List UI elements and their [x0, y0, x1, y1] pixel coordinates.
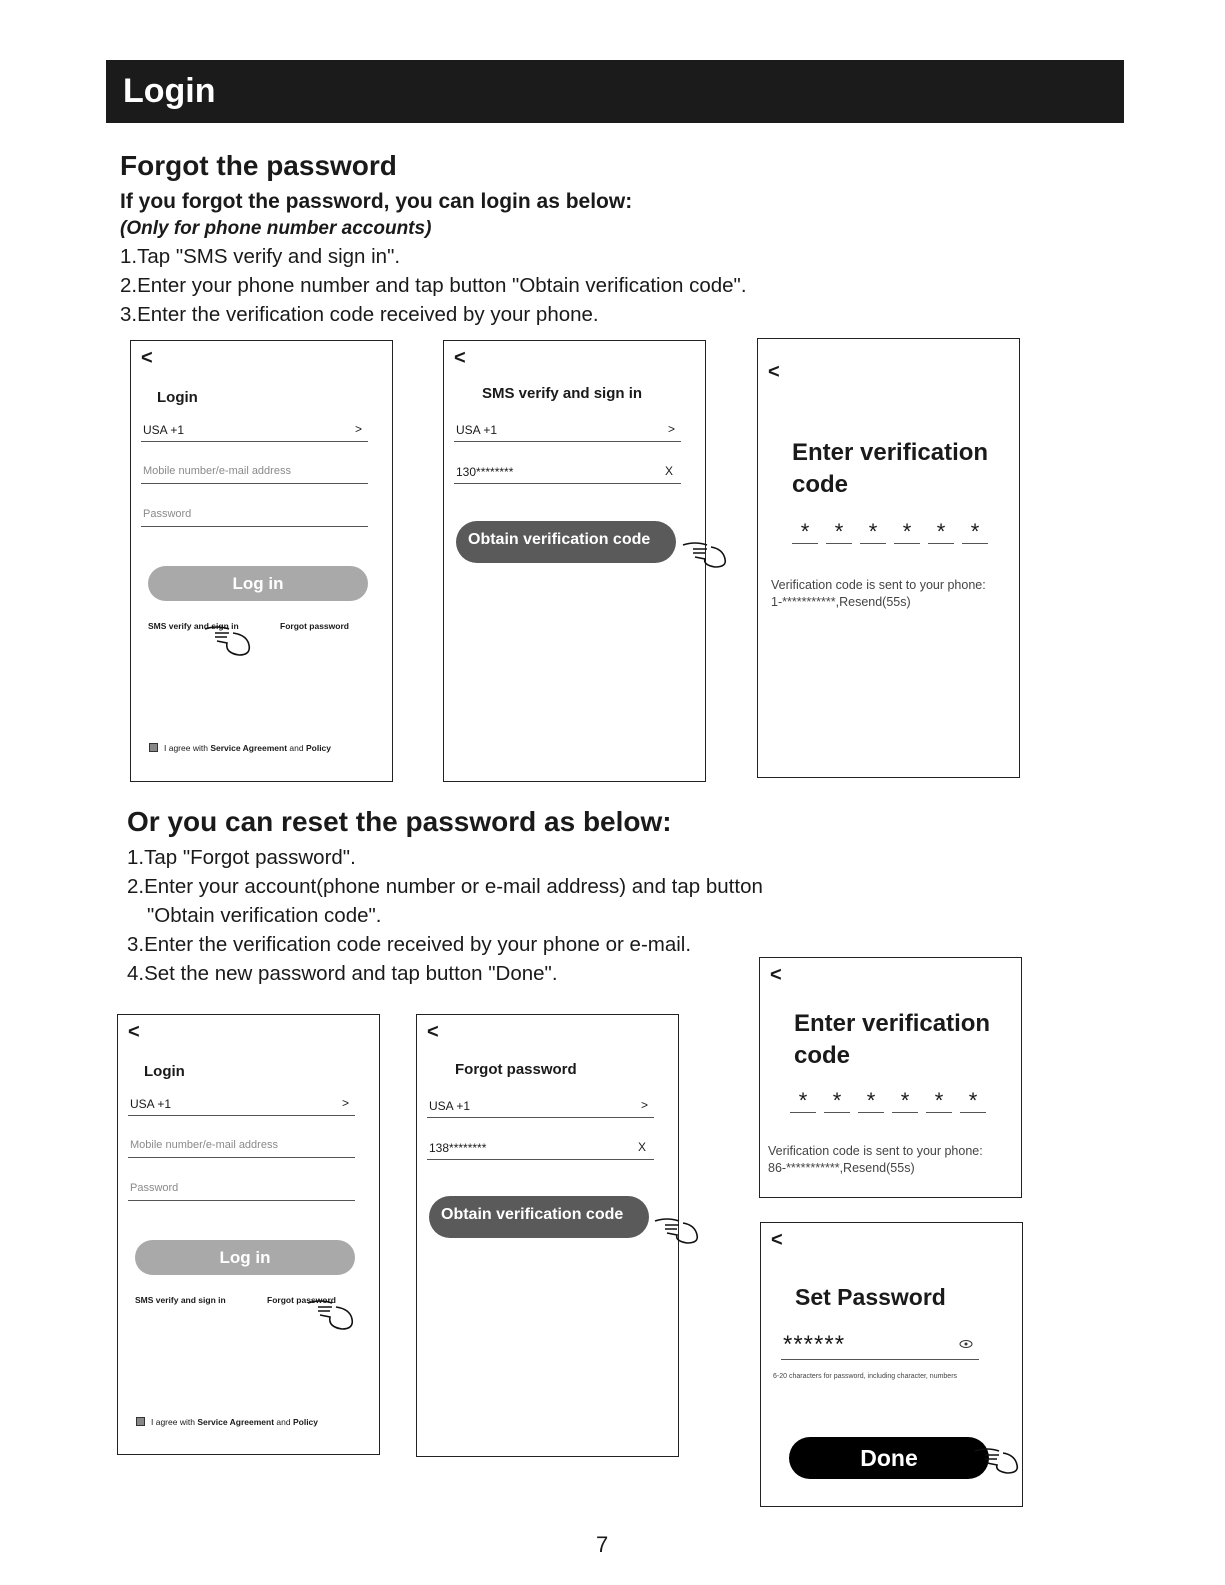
section1-heading: Forgot the password [120, 150, 397, 181]
account-placeholder: Mobile number/e-mail address [130, 1139, 278, 1151]
verification-screen-top [757, 338, 1020, 778]
section1-note: (Only for phone number accounts) [120, 218, 432, 239]
code-digit: * [860, 517, 886, 544]
service-agreement-link[interactable]: Service Agreement [197, 1417, 275, 1427]
pointing-hand-icon [306, 1297, 358, 1333]
code-digit: * [960, 1086, 986, 1113]
password-input[interactable] [141, 506, 368, 527]
account-input[interactable] [128, 1137, 355, 1158]
code-digit: * [926, 1086, 952, 1113]
back-arrow-icon[interactable]: < [770, 964, 782, 986]
password-value: ****** [783, 1331, 846, 1358]
section2-step-4: 4.Set the new password and tap button "Done". [127, 962, 558, 985]
section1-subheading: If you forgot the password, you can login as below: [120, 190, 633, 213]
code-input[interactable] [792, 517, 988, 544]
section2-step-3: 3.Enter the verification code received by your phone or e-mail. [127, 933, 692, 956]
section2-heading: Or you can reset the password as below: [127, 806, 672, 837]
password-placeholder: Password [143, 508, 192, 520]
verify-title [794, 1008, 990, 1072]
section2-step-2: 2.Enter your account(phone number or e-mail address) and tap button [127, 875, 763, 898]
country-value: USA +1 [143, 423, 185, 437]
code-digit: * [858, 1086, 884, 1113]
pointing-hand-icon [203, 623, 255, 659]
back-arrow-icon[interactable]: < [141, 347, 153, 369]
country-value: USA +1 [130, 1097, 172, 1111]
password-placeholder: Password [130, 1182, 179, 1194]
agree-checkbox[interactable] [149, 743, 158, 752]
chevron-right-icon: > [341, 1096, 349, 1110]
password-input[interactable] [128, 1180, 355, 1201]
clear-icon[interactable]: X [664, 464, 673, 478]
verify-info [768, 1143, 983, 1177]
country-field[interactable] [427, 1097, 654, 1118]
service-agreement-link[interactable]: Service Agreement [210, 743, 288, 753]
back-arrow-icon[interactable]: < [128, 1021, 140, 1043]
code-digit: * [790, 1086, 816, 1113]
country-field[interactable] [141, 421, 368, 442]
sms-verify-link[interactable]: SMS verify and sign in [135, 1295, 226, 1305]
and-text: and [276, 1417, 291, 1427]
code-input[interactable] [790, 1086, 986, 1113]
page-number: 7 [596, 1532, 609, 1557]
country-value: USA +1 [456, 423, 498, 437]
login-screen-bottom [117, 1014, 380, 1455]
clear-icon[interactable]: X [637, 1140, 646, 1154]
sms-verify-link[interactable]: SMS verify and sign in [148, 621, 239, 631]
section1-step-2: 2.Enter your phone number and tap button "Obtain verification code". [120, 274, 747, 297]
section2-step-1: 1.Tap "Forgot password". [127, 846, 356, 869]
policy-link[interactable]: Policy [305, 743, 332, 753]
login-title: Login [157, 389, 198, 406]
account-placeholder: Mobile number/e-mail address [143, 465, 291, 477]
code-digit: * [826, 517, 852, 544]
resend-link[interactable]: 86-***********,Resend(55s) [768, 1161, 915, 1175]
section1-step-1: 1.Tap "SMS verify and sign in". [120, 245, 401, 268]
country-field[interactable] [454, 421, 681, 442]
header-title: Login [123, 72, 216, 110]
header-banner [106, 60, 1124, 123]
agreement-row [149, 743, 331, 753]
verify-title-line2: code [792, 471, 849, 498]
chevron-right-icon: > [640, 1098, 648, 1112]
set-password-title: Set Password [795, 1284, 946, 1310]
login-button[interactable]: Log in [135, 1240, 355, 1275]
sms-title: SMS verify and sign in [482, 385, 643, 402]
policy-link[interactable]: Policy [292, 1417, 319, 1427]
back-arrow-icon[interactable]: < [771, 1229, 783, 1251]
login-button[interactable]: Log in [148, 566, 368, 601]
section2-step-2-cont: "Obtain verification code". [147, 904, 382, 927]
verify-title-line2: code [794, 1042, 851, 1069]
code-digit: * [962, 517, 988, 544]
forgot-password-link[interactable]: Forgot password [267, 1295, 336, 1305]
pointing-hand-icon [681, 539, 731, 569]
sms-verify-screen [443, 340, 706, 782]
obtain-code-button[interactable]: Obtain verification code [429, 1196, 649, 1238]
agree-text: I agree with [151, 1417, 195, 1427]
account-input[interactable] [141, 463, 368, 484]
back-arrow-icon[interactable]: < [768, 361, 780, 383]
account-input[interactable] [427, 1139, 654, 1160]
done-button[interactable]: Done [789, 1437, 989, 1479]
agreement-row [136, 1417, 318, 1427]
pointing-hand-icon [653, 1215, 703, 1245]
verification-screen-bottom [759, 957, 1022, 1198]
verify-info-line1: Verification code is sent to your phone: [771, 578, 986, 592]
code-digit: * [892, 1086, 918, 1113]
login-title: Login [144, 1063, 185, 1080]
agree-checkbox[interactable] [136, 1417, 145, 1426]
agree-text: I agree with [164, 743, 208, 753]
code-digit: * [792, 517, 818, 544]
verify-info-line1: Verification code is sent to your phone: [768, 1144, 983, 1158]
back-arrow-icon[interactable]: < [454, 347, 466, 369]
login-screen-top [130, 340, 393, 782]
new-password-input[interactable] [781, 1331, 979, 1360]
account-value: 138******** [429, 1141, 487, 1155]
verify-title [792, 437, 988, 501]
forgot-title: Forgot password [455, 1061, 577, 1078]
verify-title-line1: Enter verification [794, 1010, 991, 1037]
chevron-right-icon: > [667, 422, 675, 436]
forgot-password-link[interactable]: Forgot password [280, 621, 349, 631]
verify-info [771, 577, 986, 611]
code-digit: * [824, 1086, 850, 1113]
resend-link[interactable]: 1-***********,Resend(55s) [771, 595, 911, 609]
section1-step-3: 3.Enter the verification code received by your phone. [120, 303, 599, 326]
code-digit: * [894, 517, 920, 544]
code-digit: * [928, 517, 954, 544]
and-text: and [289, 743, 304, 753]
set-password-screen [760, 1222, 1023, 1507]
forgot-password-screen [416, 1014, 679, 1457]
phone-input[interactable] [454, 463, 681, 484]
country-value: USA +1 [429, 1099, 471, 1113]
eye-icon[interactable] [959, 1339, 973, 1349]
phone-value: 130******** [456, 465, 514, 479]
obtain-code-button[interactable]: Obtain verification code [456, 521, 676, 563]
country-field[interactable] [128, 1095, 355, 1116]
verify-title-line1: Enter verification [792, 439, 989, 466]
password-hint: 6-20 characters for password, including character, numbers [773, 1373, 958, 1380]
chevron-right-icon: > [354, 422, 362, 436]
pointing-hand-icon [973, 1445, 1021, 1475]
back-arrow-icon[interactable]: < [427, 1021, 439, 1043]
